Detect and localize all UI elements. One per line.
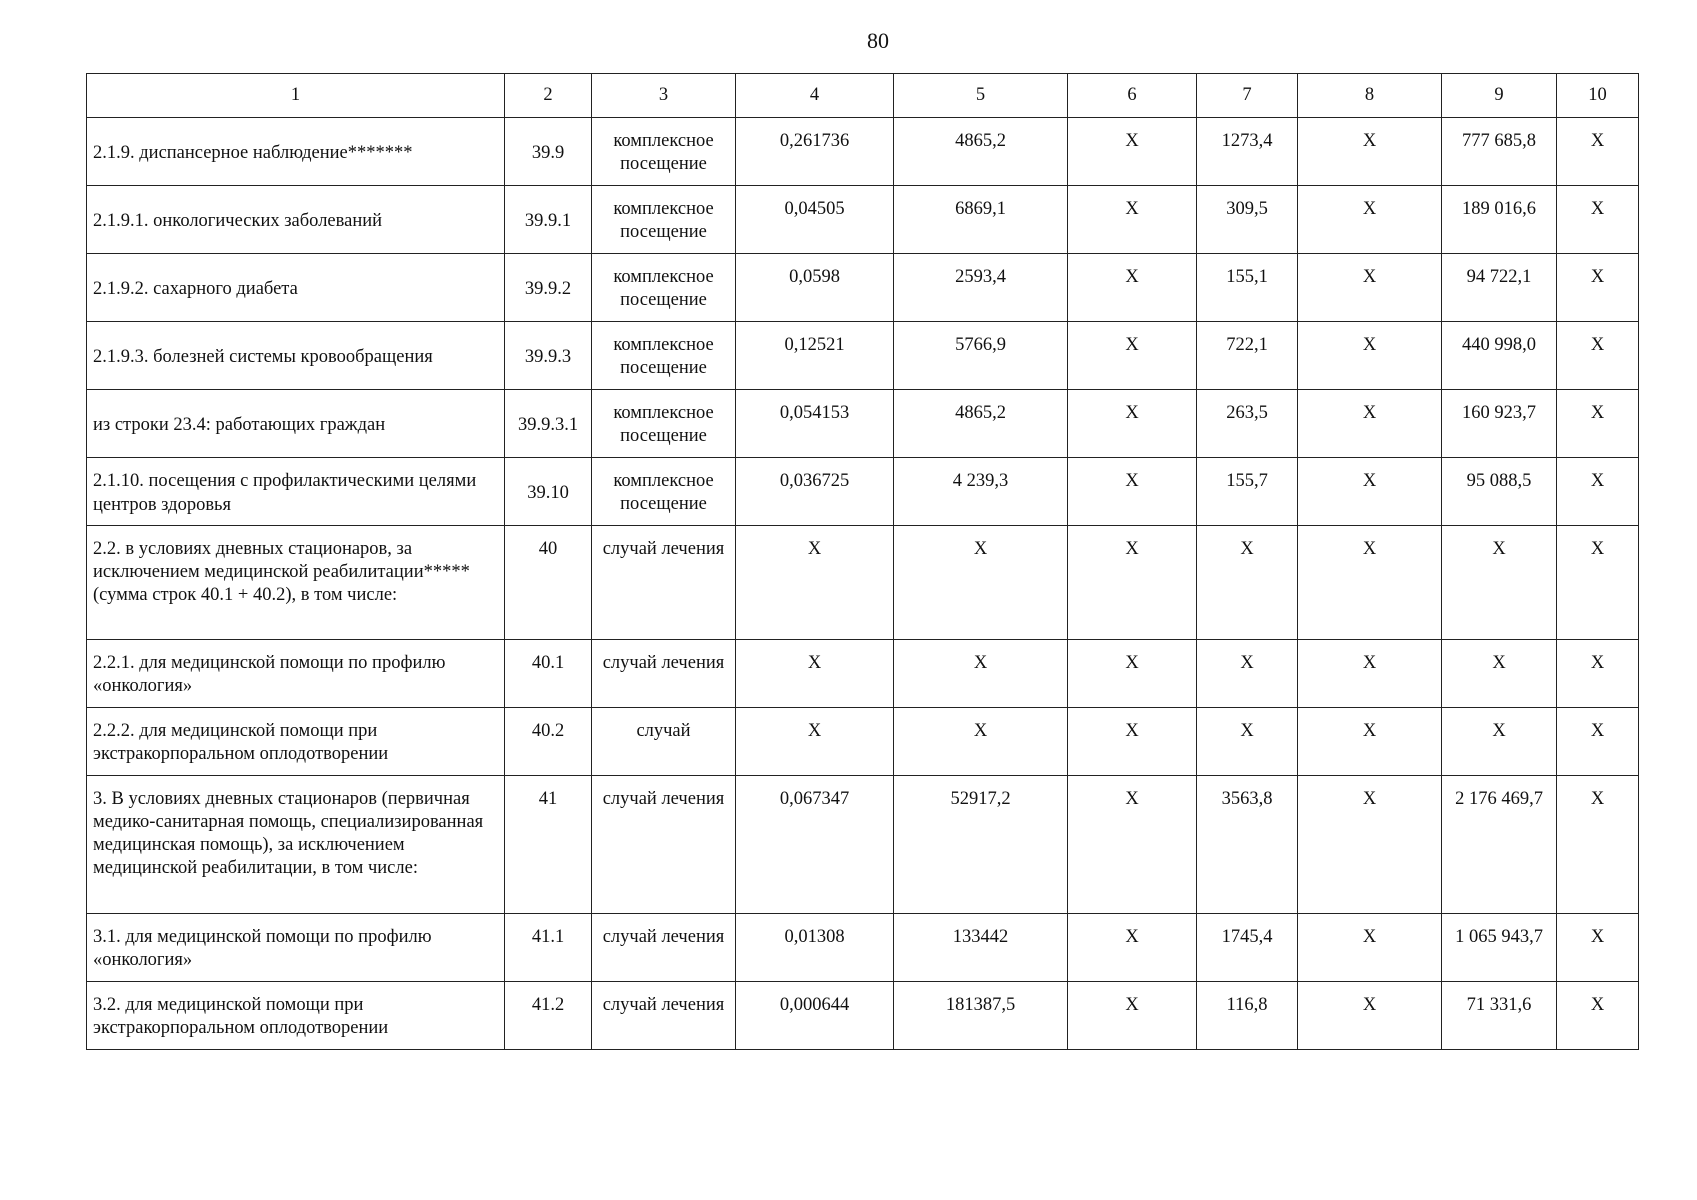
row-col7: 116,8	[1197, 982, 1298, 1050]
page-number: 80	[867, 28, 889, 53]
row-col10: Х	[1557, 390, 1639, 458]
table-row	[87, 982, 1639, 1050]
table-row	[87, 640, 1639, 708]
row-col4: 0,067347	[736, 776, 894, 914]
row-code: 39.9.3.1	[505, 390, 592, 458]
row-unit: случай лечения	[592, 776, 736, 914]
row-unit: комплексное посещение	[592, 118, 736, 186]
row-col8: Х	[1298, 526, 1442, 640]
row-col9: Х	[1442, 708, 1557, 776]
row-unit: случай лечения	[592, 526, 736, 640]
row-col8: Х	[1298, 458, 1442, 526]
row-code: 40.2	[505, 708, 592, 776]
row-col9: 2 176 469,7	[1442, 776, 1557, 914]
row-col7: 309,5	[1197, 186, 1298, 254]
row-col10: Х	[1557, 708, 1639, 776]
row-col10: Х	[1557, 914, 1639, 982]
row-name: 2.2.1. для медицинской помощи по профилю «онкология»	[87, 640, 505, 708]
row-col6: Х	[1068, 982, 1197, 1050]
row-name: 2.1.9. диспансерное наблюдение*******	[87, 118, 505, 186]
table-row	[87, 458, 1639, 526]
row-col9: 95 088,5	[1442, 458, 1557, 526]
row-col9: 94 722,1	[1442, 254, 1557, 322]
row-col6: Х	[1068, 186, 1197, 254]
table-row	[87, 118, 1639, 186]
row-name: 3.1. для медицинской помощи по профилю «онкология»	[87, 914, 505, 982]
row-col7: Х	[1197, 708, 1298, 776]
row-col4: Х	[736, 640, 894, 708]
row-name: 2.1.9.2. сахарного диабета	[87, 254, 505, 322]
row-col7: 155,7	[1197, 458, 1298, 526]
row-col9: 71 331,6	[1442, 982, 1557, 1050]
row-code: 39.9.3	[505, 322, 592, 390]
row-name: 2.2. в условиях дневных стационаров, за исключением медицинской реабилитации***** (сумма строк 40.1 + 40.2), в том числе:	[87, 526, 505, 640]
row-code: 39.9.1	[505, 186, 592, 254]
data-table	[86, 73, 1639, 1050]
row-col9: 440 998,0	[1442, 322, 1557, 390]
row-col9: 777 685,8	[1442, 118, 1557, 186]
row-col4: 0,01308	[736, 914, 894, 982]
row-col7: 263,5	[1197, 390, 1298, 458]
row-col10: Х	[1557, 776, 1639, 914]
row-unit: случай лечения	[592, 914, 736, 982]
row-col10: Х	[1557, 322, 1639, 390]
row-unit: комплексное посещение	[592, 458, 736, 526]
row-col4: 0,0598	[736, 254, 894, 322]
row-col6: Х	[1068, 914, 1197, 982]
row-col7: 1273,4	[1197, 118, 1298, 186]
row-col5: Х	[894, 526, 1068, 640]
row-col10: Х	[1557, 458, 1639, 526]
row-col7: Х	[1197, 640, 1298, 708]
row-col8: Х	[1298, 390, 1442, 458]
row-col5: Х	[894, 640, 1068, 708]
row-col8: Х	[1298, 186, 1442, 254]
row-col9: 1 065 943,7	[1442, 914, 1557, 982]
row-col5: 4 239,3	[894, 458, 1068, 526]
header-cell: 2	[505, 74, 592, 118]
row-col6: Х	[1068, 458, 1197, 526]
row-code: 39.9.2	[505, 254, 592, 322]
row-col8: Х	[1298, 982, 1442, 1050]
row-code: 40	[505, 526, 592, 640]
row-col4: 0,000644	[736, 982, 894, 1050]
row-code: 41.1	[505, 914, 592, 982]
row-col10: Х	[1557, 526, 1639, 640]
table-row	[87, 776, 1639, 914]
row-col5: 4865,2	[894, 118, 1068, 186]
row-name: 2.2.2. для медицинской помощи при экстракорпоральном оплодотворении	[87, 708, 505, 776]
row-col4: 0,12521	[736, 322, 894, 390]
row-col9: 189 016,6	[1442, 186, 1557, 254]
row-code: 39.10	[505, 458, 592, 526]
row-unit: комплексное посещение	[592, 390, 736, 458]
row-col10: Х	[1557, 982, 1639, 1050]
row-col8: Х	[1298, 322, 1442, 390]
table-row	[87, 914, 1639, 982]
row-col7: Х	[1197, 526, 1298, 640]
row-col7: 3563,8	[1197, 776, 1298, 914]
table-row	[87, 186, 1639, 254]
row-unit: комплексное посещение	[592, 254, 736, 322]
header-cell: 10	[1557, 74, 1639, 118]
row-code: 39.9	[505, 118, 592, 186]
table-row	[87, 526, 1639, 640]
row-col4: 0,054153	[736, 390, 894, 458]
row-col6: Х	[1068, 708, 1197, 776]
header-cell: 7	[1197, 74, 1298, 118]
row-name: 2.1.9.3. болезней системы кровообращения	[87, 322, 505, 390]
row-unit: комплексное посещение	[592, 322, 736, 390]
header-cell: 9	[1442, 74, 1557, 118]
row-col7: 155,1	[1197, 254, 1298, 322]
row-col8: Х	[1298, 640, 1442, 708]
row-name: 3. В условиях дневных стационаров (первичная медико-санитарная помощь, специализированная медицинская помощь), за исключением медицинской реабилитации, в том числе:	[87, 776, 505, 914]
row-col8: Х	[1298, 118, 1442, 186]
row-col10: Х	[1557, 254, 1639, 322]
row-col6: Х	[1068, 118, 1197, 186]
row-col6: Х	[1068, 254, 1197, 322]
row-col8: Х	[1298, 708, 1442, 776]
row-col6: Х	[1068, 322, 1197, 390]
table-row	[87, 322, 1639, 390]
row-col9: 160 923,7	[1442, 390, 1557, 458]
row-col6: Х	[1068, 640, 1197, 708]
row-unit: случай	[592, 708, 736, 776]
table-row	[87, 254, 1639, 322]
row-col10: Х	[1557, 640, 1639, 708]
row-col10: Х	[1557, 186, 1639, 254]
row-code: 41.2	[505, 982, 592, 1050]
row-col6: Х	[1068, 526, 1197, 640]
row-name: 3.2. для медицинской помощи при экстракорпоральном оплодотворении	[87, 982, 505, 1050]
row-col4: Х	[736, 708, 894, 776]
row-name: 2.1.10. посещения с профилактическими целями центров здоровья	[87, 458, 505, 526]
row-col5: 5766,9	[894, 322, 1068, 390]
row-col4: 0,04505	[736, 186, 894, 254]
row-col8: Х	[1298, 914, 1442, 982]
header-cell: 5	[894, 74, 1068, 118]
table-row	[87, 708, 1639, 776]
row-col4: 0,261736	[736, 118, 894, 186]
row-code: 41	[505, 776, 592, 914]
row-unit: случай лечения	[592, 640, 736, 708]
header-cell: 4	[736, 74, 894, 118]
row-unit: комплексное посещение	[592, 186, 736, 254]
row-col5: 133442	[894, 914, 1068, 982]
row-col5: 52917,2	[894, 776, 1068, 914]
row-col4: Х	[736, 526, 894, 640]
row-col5: 181387,5	[894, 982, 1068, 1050]
row-name: 2.1.9.1. онкологических заболеваний	[87, 186, 505, 254]
table-header-row	[87, 74, 1639, 118]
row-col9: Х	[1442, 526, 1557, 640]
table-row	[87, 390, 1639, 458]
row-col6: Х	[1068, 776, 1197, 914]
row-col7: 722,1	[1197, 322, 1298, 390]
row-col9: Х	[1442, 640, 1557, 708]
row-col5: 2593,4	[894, 254, 1068, 322]
row-col5: 6869,1	[894, 186, 1068, 254]
row-col10: Х	[1557, 118, 1639, 186]
row-col5: Х	[894, 708, 1068, 776]
header-cell: 8	[1298, 74, 1442, 118]
row-col7: 1745,4	[1197, 914, 1298, 982]
row-col6: Х	[1068, 390, 1197, 458]
row-col5: 4865,2	[894, 390, 1068, 458]
row-name: из строки 23.4: работающих граждан	[87, 390, 505, 458]
row-unit: случай лечения	[592, 982, 736, 1050]
header-cell: 1	[87, 74, 505, 118]
row-col8: Х	[1298, 776, 1442, 914]
row-col4: 0,036725	[736, 458, 894, 526]
row-code: 40.1	[505, 640, 592, 708]
header-cell: 6	[1068, 74, 1197, 118]
row-col8: Х	[1298, 254, 1442, 322]
header-cell: 3	[592, 74, 736, 118]
